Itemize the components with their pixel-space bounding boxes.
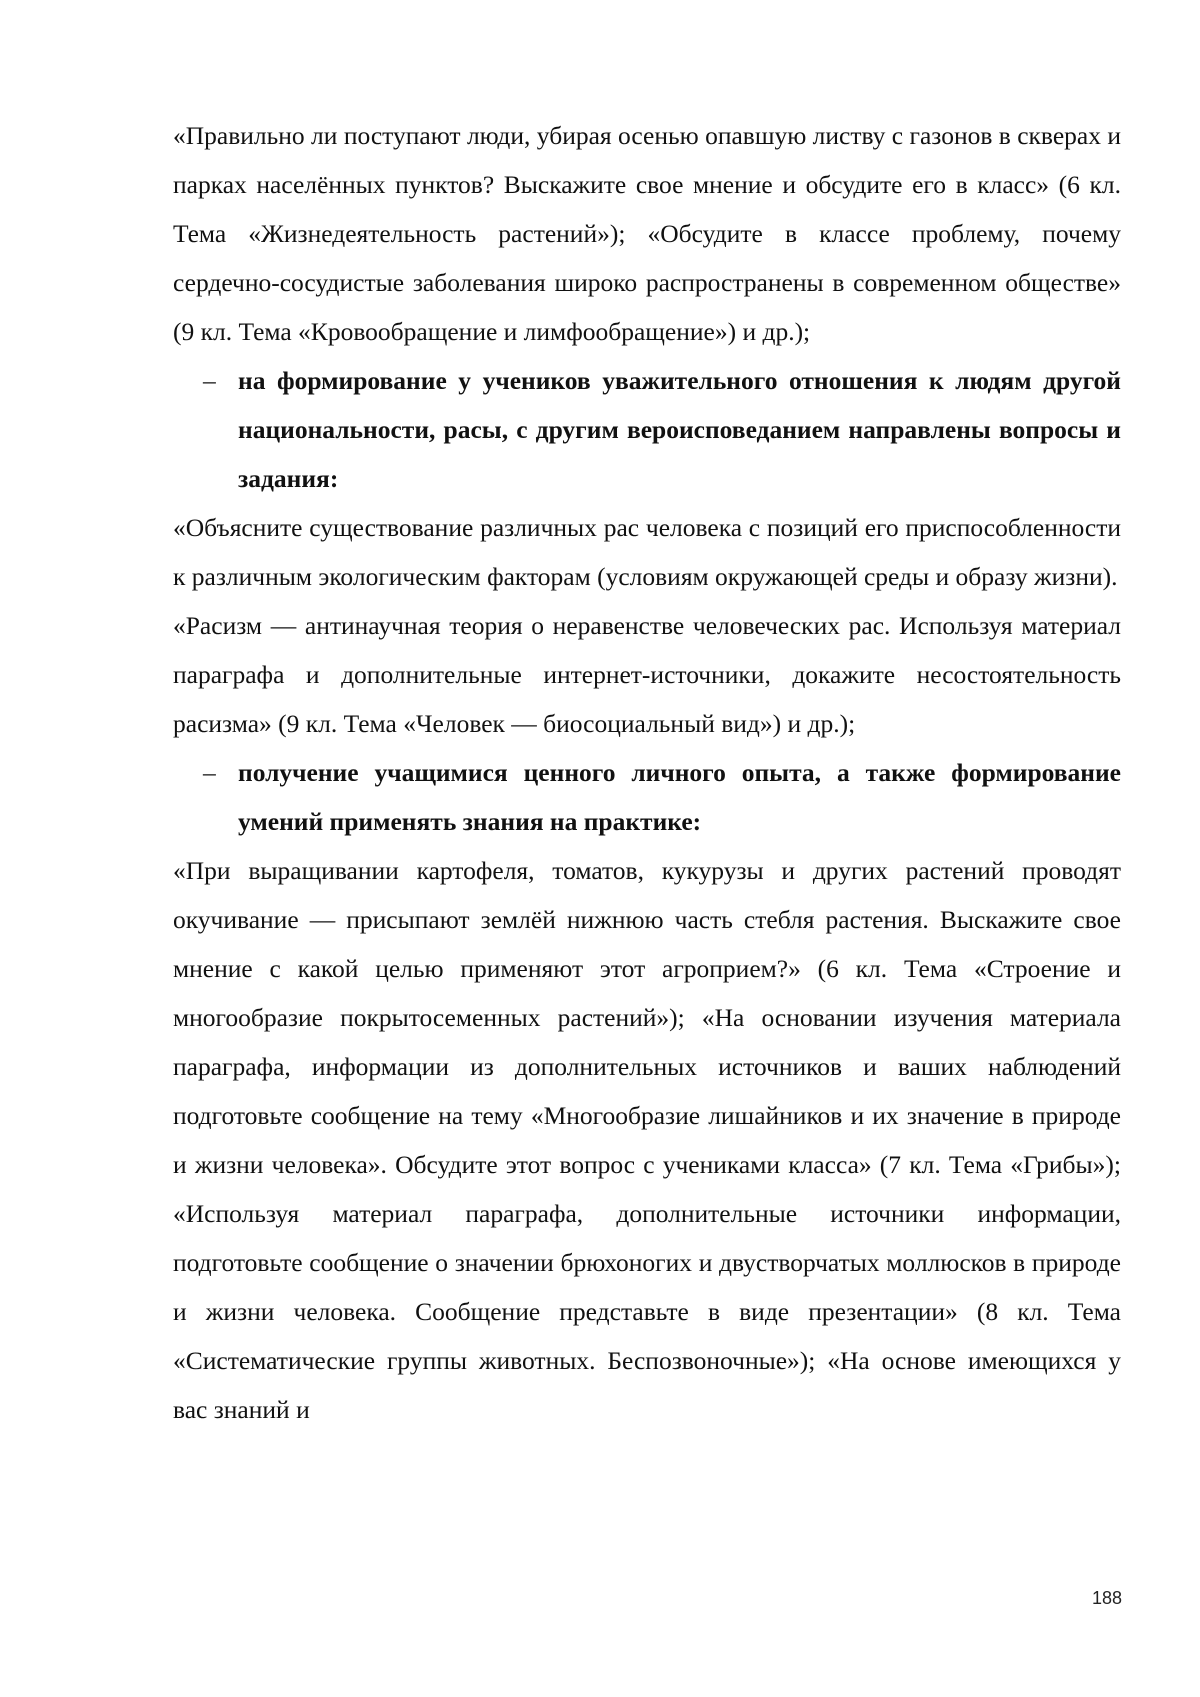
bullet-text: на формирование у учеников уважительного отношения к людям другой национальности, расы, с другим вероисповеданием направлены вопросы и задания: [238,366,1121,493]
page-body [173,111,1121,1434]
paragraph-racism: «Расизм — антинаучная теория о неравенстве человеческих рас. Используя материал параграфа и дополнительные интернет-источники, докажите несостоятельность расизма» (9 кл. Тема «Человек — биосоциальный вид») и др.); [173,601,1121,748]
bullet-text: получение учащимися ценного личного опыта, а также формирование умений применять знания на практике: [238,758,1121,836]
document-page [0,0,1200,1697]
page-number: 188 [1092,1588,1122,1609]
bullet-dash: – [203,748,216,797]
bullet-personal-experience [173,748,1121,846]
bullet-respect-for-nationalities [173,356,1121,503]
bullet-dash: – [203,356,216,405]
paragraph-races-explanation: «Объясните существование различных рас человека с позиций его приспособленности к различным экологическим факторам (условиям окружающей среды и образу жизни). [173,503,1121,601]
paragraph-discussion-examples: «Правильно ли поступают люди, убирая осенью опавшую листву с газонов в скверах и парках населённых пунктов? Выскажите свое мнение и обсудите его в класс» (6 кл. Тема «Жизнедеятельность растений»); «Обсудите в классе проблему, почему сердечно-сосудистые заболевания широко распространены в современном обществе» (9 кл. Тема «Кровообращение и лимфообращение») и др.); [173,111,1121,356]
paragraph-practical-tasks: «При выращивании картофеля, томатов, кукурузы и других растений проводят окучивание — присыпают землёй нижнюю часть стебля растения. Выскажите свое мнение с какой целью применяют этот агроприем?» (6 кл. Тема «Строение и многообразие покрытосеменных растений»); «На основании изучения материала параграфа, информации из дополнительных источников и ваших наблюдений подготовьте сообщение на тему «Многообразие лишайников и их значение в природе и жизни человека». Обсудите этот вопрос с учениками класса» (7 кл. Тема «Грибы»); «Используя материал параграфа, дополнительные источники информации, подготовьте сообщение о значении брюхоногих и двустворчатых моллюсков в природе и жизни человека. Сообщение представьте в виде презентации» (8 кл. Тема «Систематические группы животных. Беспозвоночные»); «На основе имеющихся у вас знаний и [173,846,1121,1434]
